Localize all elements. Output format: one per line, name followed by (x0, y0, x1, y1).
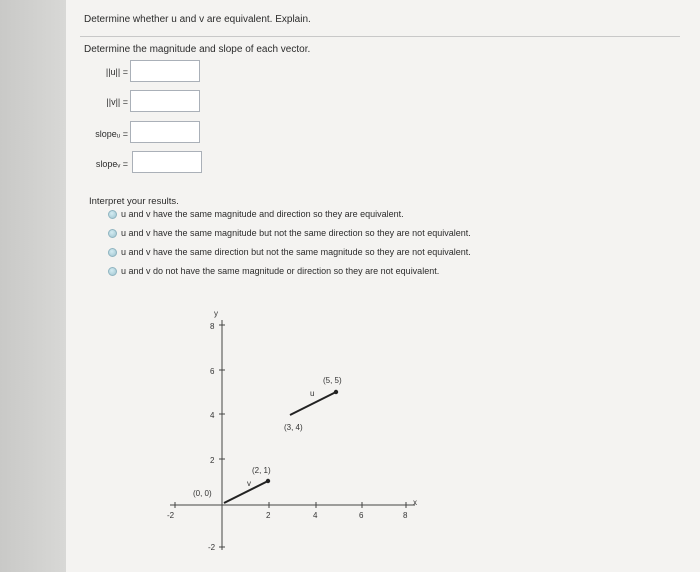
option-4-label[interactable]: u and v do not have the same magnitude or direction so they are not equivalent. (121, 266, 440, 276)
option-3-radio[interactable] (108, 248, 117, 257)
magnitude-v-label: ||v|| = (106, 97, 128, 107)
vector-v-name: v (247, 479, 251, 488)
vector-v-end-label: (2, 1) (252, 466, 271, 475)
left-background (0, 0, 66, 572)
x-axis-label: x (413, 498, 417, 507)
question-title: Determine whether u and v are equivalent. Explain. (84, 14, 311, 25)
y-tick-label: 4 (210, 411, 215, 420)
x-tick-label: 2 (266, 511, 271, 520)
option-2-label[interactable]: u and v have the same magnitude but not the same direction so they are not equivalent. (121, 228, 471, 238)
header-divider (80, 36, 680, 37)
slope-v-input[interactable] (132, 151, 202, 173)
x-tick-label: 8 (403, 511, 408, 520)
vector-v-endpoint (266, 479, 270, 483)
instruction-text: Determine the magnitude and slope of each vector. (84, 44, 311, 55)
y-tick-label: 2 (210, 456, 215, 465)
vector-u-end-label: (5, 5) (323, 376, 342, 385)
y-tick-label: 8 (210, 322, 215, 331)
slope-u-input[interactable] (130, 121, 200, 143)
vector-u-name: u (310, 389, 315, 398)
option-1-radio[interactable] (108, 210, 117, 219)
option-3-label[interactable]: u and v have the same direction but not the same magnitude so they are not equivalent. (121, 247, 471, 257)
option-4-radio[interactable] (108, 267, 117, 276)
vector-u-start-label: (3, 4) (284, 423, 303, 432)
magnitude-v-input[interactable] (130, 90, 200, 112)
y-axis-label: y (214, 309, 218, 318)
magnitude-u-input[interactable] (130, 60, 200, 82)
option-2-radio[interactable] (108, 229, 117, 238)
y-tick-label: 6 (210, 367, 215, 376)
y-tick-label: -2 (208, 543, 216, 552)
magnitude-u-label: ||u|| = (105, 67, 128, 77)
vector-v (224, 481, 268, 503)
interpret-heading: Interpret your results. (89, 196, 179, 207)
x-tick-label: 6 (359, 511, 364, 520)
slope-u-label: slopeᵤ = (95, 129, 128, 139)
x-tick-label: 4 (313, 511, 318, 520)
vector-graph (150, 300, 430, 555)
slope-v-label: slopeᵥ = (95, 159, 128, 169)
vector-u-endpoint (334, 390, 338, 394)
x-tick-label: -2 (167, 511, 175, 520)
vector-v-start-label: (0, 0) (193, 489, 212, 498)
option-1-label[interactable]: u and v have the same magnitude and direction so they are equivalent. (121, 209, 404, 219)
